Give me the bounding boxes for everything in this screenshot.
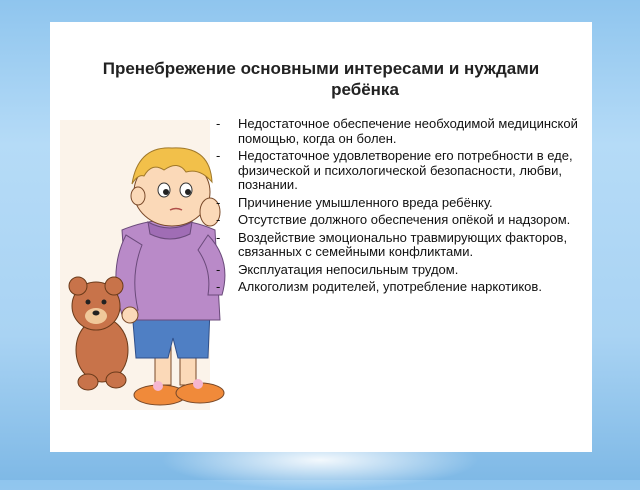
list-item-text: Недостаточное удовлетворение его потребности в еде, физической и психологической безопасности, любви, познании. xyxy=(238,148,573,192)
dash-marker: - xyxy=(216,279,221,294)
list-item-text: Причинение умышленного вреда ребёнку. xyxy=(238,194,493,210)
list-item-text: Алкоголизм родителей, употребление наркотиков. xyxy=(238,279,542,294)
slide-title-line-2: ребёнка xyxy=(331,80,399,99)
bullet-list xyxy=(216,117,586,298)
list-item-text: Отсутствие должного обеспечения опёкой и надзором. xyxy=(238,212,571,227)
list-item-text: Эксплуатация непосильным трудом. xyxy=(238,261,459,277)
list-item xyxy=(216,213,586,228)
list-item xyxy=(216,149,586,193)
slide-title-line-1: Пренебрежение основными интересами и нуждами xyxy=(102,59,540,78)
list-item xyxy=(216,231,586,260)
slide-canvas xyxy=(50,22,592,452)
list-item xyxy=(216,196,586,211)
dash-marker: - xyxy=(216,148,221,163)
dash-marker: - xyxy=(216,212,221,227)
list-item-text: Воздействие эмоционально травмирующих факторов, связанных с семейными конфликтами. xyxy=(238,229,568,259)
list-item xyxy=(216,263,586,278)
dash-marker: - xyxy=(216,229,221,245)
list-item-text: Недостаточное обеспечение необходимой медицинской помощью, когда он болен. xyxy=(238,116,578,146)
dash-marker: - xyxy=(216,116,221,131)
list-item xyxy=(216,117,586,146)
dash-marker: - xyxy=(216,194,221,210)
slide-title xyxy=(50,58,592,100)
dash-marker: - xyxy=(216,261,221,277)
list-item xyxy=(216,280,586,295)
